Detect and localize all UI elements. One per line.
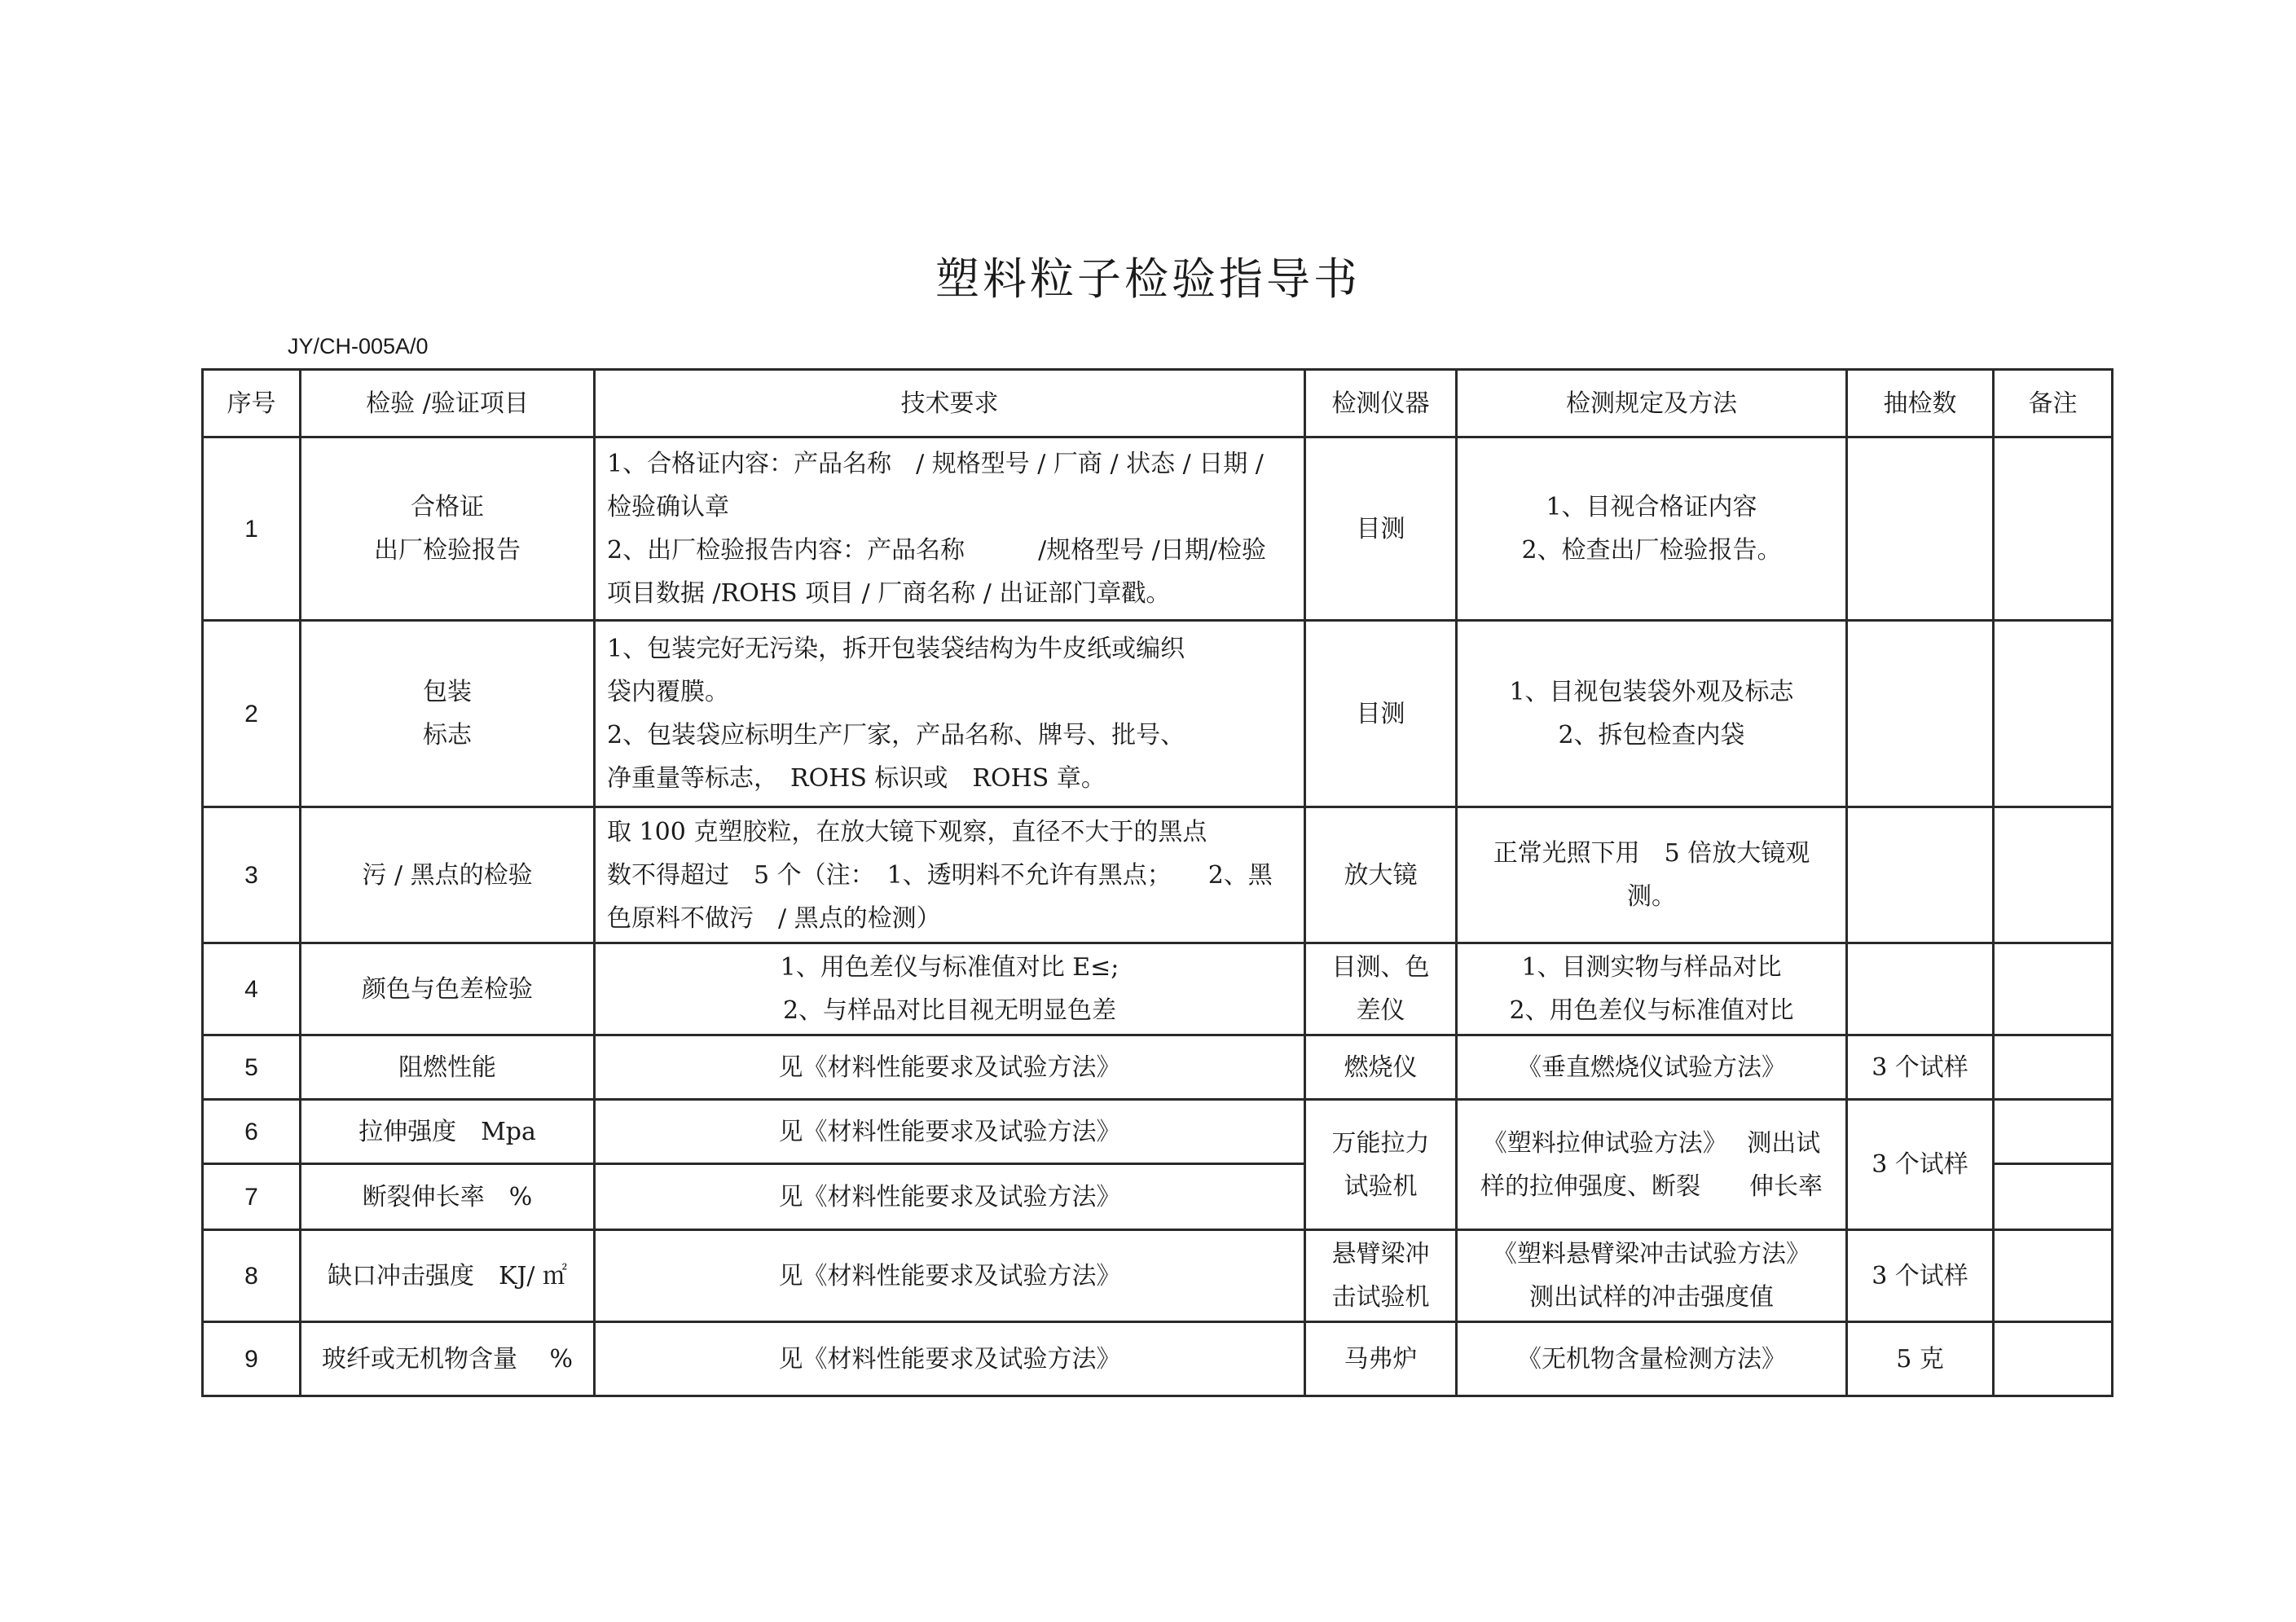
item-line: 缺口冲击强度 KJ/ ㎡ — [327, 1261, 568, 1290]
item-line: 断裂伸长率 % — [362, 1182, 533, 1211]
requirement-line: 1、用色差仪与标准值对比 E≤; — [780, 953, 1119, 982]
requirement-line: 2、与样品对比目视无明显色差 — [782, 996, 1117, 1025]
row-sample: 3 个试样 — [1847, 1035, 1994, 1100]
document-code: JY/CH-005A/0 — [288, 334, 429, 358]
row-method — [1457, 1230, 1847, 1322]
item-line: 污 / 黑点的检验 — [362, 860, 533, 890]
method-line: 1、目测实物与样品对比 — [1521, 953, 1782, 982]
row-instrument — [1305, 437, 1457, 621]
requirement-line: 见《材料性能要求及试验方法》 — [778, 1117, 1121, 1146]
instrument-line: 放大镜 — [1344, 860, 1418, 890]
row-remark — [1994, 1164, 2113, 1230]
row-item — [301, 1230, 595, 1322]
table-row — [203, 807, 2113, 943]
row-sample: 3 个试样 — [1847, 1230, 1994, 1322]
row-sample — [1847, 621, 1994, 807]
row-instrument — [1305, 807, 1457, 943]
item-line: 颜色与色差检验 — [362, 974, 533, 1004]
header-instrument: 检测仪器 — [1305, 370, 1457, 437]
row-instrument — [1305, 1230, 1457, 1322]
method-line: 《无机物含量检测方法》 — [1517, 1344, 1786, 1374]
row-no: 4 — [203, 943, 301, 1035]
requirement-line: 项目数据 /ROHS 项目 / 厂商名称 / 出证部门章戳。 — [607, 579, 1171, 608]
row-no: 6 — [203, 1100, 301, 1164]
row-no: 7 — [203, 1164, 301, 1230]
header-method: 检测规定及方法 — [1457, 370, 1847, 437]
row-requirement — [595, 621, 1305, 807]
page-title: 塑料粒子检验指导书 — [935, 253, 1361, 305]
row-method — [1457, 437, 1847, 621]
method-line: 1、目视包装袋外观及标志 — [1509, 678, 1794, 706]
row-requirement — [595, 807, 1305, 943]
instrument-line: 燃烧仪 — [1344, 1053, 1418, 1082]
row-method — [1457, 621, 1847, 807]
row-instrument — [1305, 943, 1457, 1035]
method-line: 测出试样的冲击强度值 — [1529, 1283, 1774, 1312]
row-sample — [1847, 807, 1994, 943]
item-line: 标志 — [423, 721, 472, 749]
instrument-line: 试验机 — [1344, 1171, 1418, 1201]
instrument-line: 目测 — [1356, 699, 1405, 728]
requirement-line: 见《材料性能要求及试验方法》 — [778, 1182, 1121, 1211]
row-remark — [1994, 1230, 2113, 1322]
item-line: 包装 — [423, 678, 472, 706]
method-line: 《塑料拉伸试验方法》 测出试 — [1482, 1128, 1821, 1158]
header-requirement: 技术要求 — [595, 370, 1305, 437]
table-row — [203, 437, 2113, 621]
table-row — [203, 1100, 2113, 1164]
requirement-line: 见《材料性能要求及试验方法》 — [778, 1344, 1121, 1374]
instrument-line: 差仪 — [1356, 996, 1405, 1025]
row-instrument — [1305, 1035, 1457, 1100]
row-remark — [1994, 1035, 2113, 1100]
method-line: 测。 — [1627, 882, 1676, 911]
method-line: 《塑料悬臂梁冲击试验方法》 — [1493, 1240, 1810, 1268]
row-sample — [1847, 943, 1994, 1035]
row-item — [301, 807, 595, 943]
item-line: 合格证 — [411, 493, 484, 521]
row-remark — [1994, 437, 2113, 621]
requirement-line: 1、包装完好无污染，拆开包装袋结构为牛皮纸或编织 — [607, 635, 1185, 663]
row-method — [1457, 943, 1847, 1035]
header-no: 序号 — [203, 370, 301, 437]
instrument-line: 目测、色 — [1331, 953, 1430, 982]
row-sample: 5 克 — [1847, 1322, 1994, 1396]
row-requirement — [595, 1035, 1305, 1100]
instrument-line: 马弗炉 — [1344, 1344, 1418, 1374]
row-requirement — [595, 1230, 1305, 1322]
requirement-line: 袋内覆膜。 — [607, 678, 729, 706]
row-item — [301, 943, 595, 1035]
method-line: 2、用色差仪与标准值对比 — [1509, 996, 1794, 1025]
row-item — [301, 437, 595, 621]
method-line: 《垂直燃烧仪试验方法》 — [1517, 1053, 1786, 1082]
row-instrument — [1305, 1322, 1457, 1396]
table-row — [203, 621, 2113, 807]
requirement-line: 色原料不做污 / 黑点的检测） — [607, 903, 941, 933]
row-method — [1457, 1035, 1847, 1100]
row-remark — [1994, 1100, 2113, 1164]
row-requirement — [595, 1100, 1305, 1164]
method-line: 2、检查出厂检验报告。 — [1521, 536, 1782, 565]
row-no: 8 — [203, 1230, 301, 1322]
row-method — [1457, 1322, 1847, 1396]
method-line: 样的拉伸强度、断裂 伸长率 — [1480, 1171, 1823, 1201]
item-line: 玻纤或无机物含量 % — [321, 1344, 574, 1374]
requirement-line: 见《材料性能要求及试验方法》 — [778, 1261, 1121, 1290]
row-requirement — [595, 1322, 1305, 1396]
row-method — [1457, 807, 1847, 943]
instrument-line: 目测 — [1356, 514, 1405, 543]
row-sample: 3 个试样 — [1847, 1100, 1994, 1230]
requirement-line: 检验确认章 — [607, 493, 729, 521]
requirement-line: 1、合格证内容：产品名称 / 规格型号 / 厂商 / 状态 / 日期 / — [607, 450, 1264, 478]
table-row — [203, 1322, 2113, 1396]
row-item — [301, 1035, 595, 1100]
row-no: 3 — [203, 807, 301, 943]
row-requirement — [595, 943, 1305, 1035]
table-header-row — [203, 370, 2113, 437]
row-remark — [1994, 621, 2113, 807]
table-row — [203, 1230, 2113, 1322]
row-instrument — [1305, 1100, 1457, 1230]
row-no: 9 — [203, 1322, 301, 1396]
row-method — [1457, 1100, 1847, 1230]
requirement-line: 2、包装袋应标明生产厂家，产品名称、牌号、批号、 — [607, 721, 1185, 749]
table-row — [203, 1035, 2113, 1100]
requirement-line: 2、出厂检验报告内容：产品名称 /规格型号 /日期/检验 — [607, 536, 1266, 565]
method-line: 1、目视合格证内容 — [1546, 493, 1757, 521]
requirement-line: 净重量等标志， ROHS 标识或 ROHS 章。 — [607, 764, 1106, 793]
inspection-table — [201, 368, 2113, 1397]
requirement-line: 数不得超过 5 个（注： 1、透明料不允许有黑点； 2、黑 — [607, 860, 1273, 890]
method-line: 2、拆包检查内袋 — [1558, 721, 1745, 749]
table-row — [203, 943, 2113, 1035]
row-no: 5 — [203, 1035, 301, 1100]
row-item — [301, 621, 595, 807]
row-sample — [1847, 437, 1994, 621]
requirement-line: 见《材料性能要求及试验方法》 — [778, 1053, 1121, 1082]
row-instrument — [1305, 621, 1457, 807]
row-item — [301, 1322, 595, 1396]
row-item — [301, 1100, 595, 1164]
instrument-line: 万能拉力 — [1331, 1128, 1430, 1158]
row-no: 1 — [203, 437, 301, 621]
row-requirement — [595, 1164, 1305, 1230]
header-sample: 抽检数 — [1847, 370, 1994, 437]
instrument-line: 悬臂梁冲 — [1331, 1240, 1430, 1268]
row-item — [301, 1164, 595, 1230]
row-remark — [1994, 1322, 2113, 1396]
item-line: 阻燃性能 — [398, 1053, 496, 1082]
instrument-line: 击试验机 — [1331, 1283, 1430, 1312]
row-no: 2 — [203, 621, 301, 807]
row-remark — [1994, 807, 2113, 943]
requirement-line: 取 100 克塑胶粒，在放大镜下观察，直径不大于的黑点 — [607, 817, 1207, 846]
item-line: 出厂检验报告 — [374, 536, 521, 565]
header-item: 检验 /验证项目 — [301, 370, 595, 437]
method-line: 正常光照下用 5 倍放大镜观 — [1493, 839, 1810, 868]
row-remark — [1994, 943, 2113, 1035]
header-remark: 备注 — [1994, 370, 2113, 437]
row-requirement — [595, 437, 1305, 621]
item-line: 拉伸强度 Mpa — [358, 1117, 536, 1146]
